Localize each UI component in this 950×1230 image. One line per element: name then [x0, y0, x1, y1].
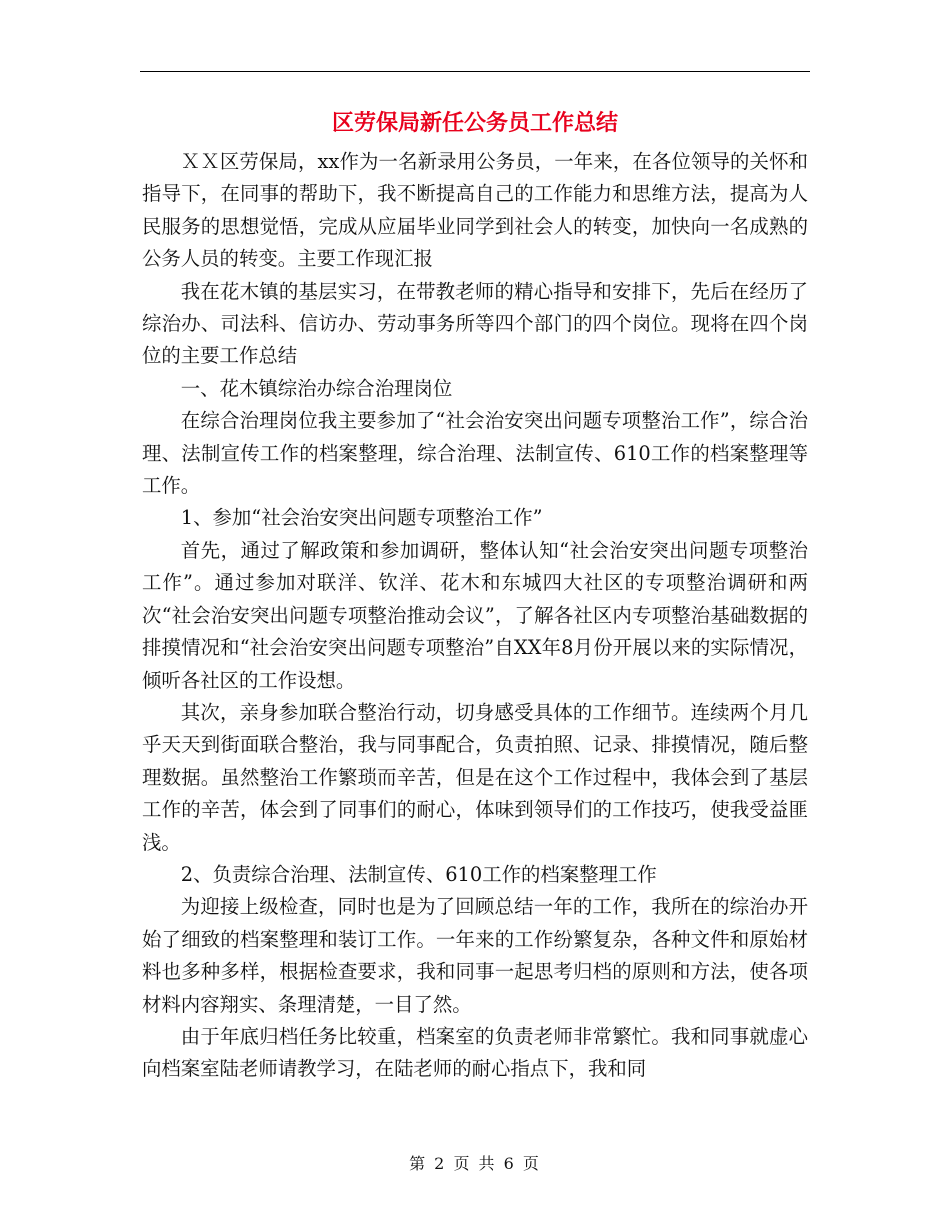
document-title: 区劳保局新任公务员工作总结 — [331, 111, 618, 136]
header-rule — [140, 71, 810, 72]
subsection-heading-2: 2、负责综合治理、法制宣传、610工作的档案整理工作 — [180, 862, 657, 886]
paragraph-archive: 为迎接上级检查，同时也是为了回顾总结一年的工作，我所在的综治办开始了细致的档案整理和装订工作。一年来的工作纷繁复杂，各种文件和原始材料也多种多样，根据检查要求，我和同事一起思考归档的原则和方法，使各项材料内容翔实、条理清楚，一目了然。 — [142, 895, 808, 1016]
paragraph-intro: ＸＸ区劳保局，xx作为一名新录用公务员，一年来，在各位领导的关怀和指导下，在同事的帮助下，我不断提高自己的工作能力和思维方法，提高为人民服务的思想觉悟，完成从应届毕业同学到社会人的转变，加快向一名成熟的公务人员的转变。主要工作现汇报 — [142, 150, 808, 271]
subsection-heading-1: 1、参加“社会治安突出问题专项整治工作” — [180, 506, 543, 530]
section-heading-1: 一、花木镇综治办综合治理岗位 — [180, 376, 453, 400]
paragraph-comprehensive-governance: 在综合治理岗位我主要参加了“社会治安突出问题专项整治工作”，综合治理、法制宣传工作的档案整理，综合治理、法制宣传、610工作的档案整理等工作。 — [142, 409, 808, 498]
paragraph-archive-room: 由于年底归档任务比较重，档案室的负责老师非常繁忙。我和同事就虚心向档案室陆老师请教学习，在陆老师的耐心指点下，我和同 — [142, 1024, 808, 1081]
page-footer: 第 2 页 共 6 页 — [409, 1154, 541, 1173]
paragraph-second: 其次，亲身参加联合整治行动，切身感受具体的工作细节。连续两个月几乎天天到街面联合整治，我与同事配合，负责拍照、记录、排摸情况，随后整理数据。虽然整治工作繁琐而辛苦，但是在这个工作过程中，我体会到了基层工作的辛苦，体会到了同事们的耐心，体味到领导们的工作技巧，使我受益匪浅。 — [142, 700, 808, 854]
paragraph-internship: 我在花木镇的基层实习，在带教老师的精心指导和安排下，先后在经历了综治办、司法科、信访办、劳动事务所等四个部门的四个岗位。现将在四个岗位的主要工作总结 — [142, 279, 808, 368]
paragraph-first: 首先，通过了解政策和参加调研，整体认知“社会治安突出问题专项整治工作”。通过参加对联洋、钦洋、花木和东城四大社区的专项整治调研和两次“社会治安突出问题专项整治推动会议”，了解各社区内专项整治基础数据的排摸情况和“社会治安突出问题专项整治”自XX年8月份开展以来的实际情况，倾听各社区的工作设想。 — [142, 538, 808, 692]
document-body — [142, 146, 808, 1086]
